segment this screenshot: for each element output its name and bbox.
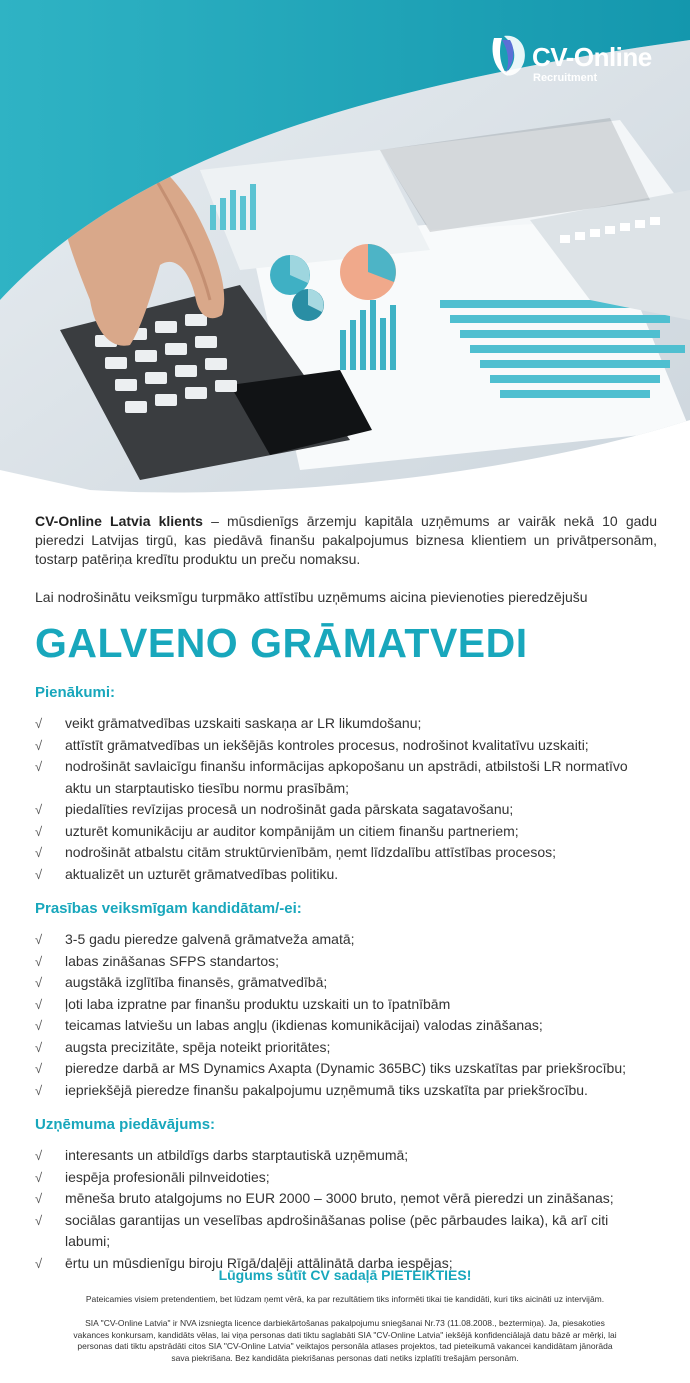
list-item (35, 864, 657, 886)
list-item (35, 1058, 657, 1080)
list-item-text: labas zināšanas SFPS standartos; (65, 952, 280, 969)
list-item-text: nodrošināt atbalstu citām struktūrvienībām, ņemt līdzdalību attīstības procesos; (65, 844, 557, 860)
invite-text: Lai nodrošinātu veiksmīgu turpmāko attīstību uzņēmums aicina pievienoties pieredzējušu (35, 589, 588, 605)
logo-name: CV-Online (532, 42, 652, 72)
list-item (35, 799, 657, 821)
list-item (35, 994, 657, 1016)
list-item-text: interesants un atbildīgs darbs starptautiskā uzņēmumā; (65, 1147, 409, 1163)
list-item-text: iepriekšējā pieredze finanšu pakalpojumu uzņēmumā tiks uzskatīta par priekšrocību. (65, 1081, 588, 1098)
requirements-title: Prasības veiksmīgam kandidātam/-ei: (35, 900, 302, 917)
check-icon: √ (35, 716, 43, 731)
company-description: – mūsdienīgs ārzemju kapitāla uzņēmums ar vairāk nekā 10 gadu pieredzi Latvijas tirgū, kas piedāvā finanšu pakalpojumus biznesa klientiem un privātpersonām, tostarp patēriņa kredītu produktu un preču nomaksu. (35, 513, 657, 567)
list-item-text: ļoti laba izpratne par finanšu produktu uzskaiti un to īpatnībām (65, 995, 451, 1012)
job-ad-content (35, 512, 657, 1274)
logo-subtitle: Recruitment (533, 72, 598, 84)
check-icon: √ (35, 1169, 43, 1185)
job-title: GALVENO GRĀMATVEDI (35, 620, 528, 666)
list-item-text: augstākā izglītība finansēs, grāmatvedībā; (65, 974, 328, 990)
list-item-text: uzturēt komunikāciju ar auditor kompānijām un citiem finanšu partneriem; (65, 822, 519, 839)
list-item (35, 821, 657, 843)
list-item (35, 1188, 657, 1210)
check-icon: √ (35, 996, 43, 1012)
logo-mark-icon (488, 32, 530, 82)
list-item (35, 972, 657, 994)
list-item (35, 1080, 657, 1102)
check-icon: √ (35, 1018, 43, 1033)
list-item-text: mēneša bruto atalgojums no EUR 2000 – 3000 bruto, ņemot vērā pieredzi un zināšanas; (65, 1190, 614, 1206)
list-item-text: sociālas garantijas un veselības apdrošināšanas polise (pēc pārbaudes laika), kā arī citi labumi; (65, 1211, 609, 1249)
check-icon: √ (35, 1255, 43, 1271)
check-icon: √ (35, 823, 43, 839)
list-item-text: aktualizēt un uzturēt grāmatvedības politiku. (65, 865, 339, 882)
apply-call-to-action: Lūgums sūtīt CV sadaļā PIETEIKTIES! (218, 1267, 472, 1283)
list-item-text: veikt grāmatvedības uzskaiti saskaņa ar LR likumdošanu; (65, 715, 422, 731)
list-item-text: piedalīties revīzijas procesā un nodrošināt gada pārskata sagatavošanu; (65, 801, 514, 817)
check-icon: √ (35, 845, 43, 860)
list-item (35, 929, 657, 951)
list-item (35, 756, 657, 799)
list-item (35, 1167, 657, 1189)
list-item (35, 735, 657, 757)
check-icon: √ (35, 1061, 43, 1076)
list-item-text: teicamas latviešu un labas angļu (ikdienas komunikācijai) valodas zināšanas; (65, 1017, 543, 1033)
offer-title: Uzņēmuma piedāvājums: (35, 1116, 216, 1133)
list-item (35, 1037, 657, 1059)
list-item (35, 1145, 657, 1167)
list-item (35, 1210, 657, 1253)
duties-title: Pienākumi: (35, 684, 116, 701)
check-icon: √ (35, 932, 43, 947)
list-item-text: nodrošināt savlaicīgu finanšu informācijas apkopošanu un apstrādi, atbilstoši LR normatīvo aktu un starptautisko tiesību normu prasībām; (65, 758, 628, 796)
list-item (35, 951, 657, 973)
thanks-note: Pateicamies visiem pretendentiem, bet lūdzam ņemt vērā, ka par rezultātiem tiks informēti tikai tie kandidāti, kuri tiks aicināti uz intervijām. (85, 1294, 605, 1304)
company-name: CV-Online Latvia klients (35, 513, 203, 529)
check-icon: √ (35, 759, 43, 774)
duties-list (35, 713, 657, 885)
check-icon: √ (35, 866, 43, 882)
list-item-text: pieredze darbā ar MS Dynamics Axapta (Dynamic 365BC) tiks uzskatītas par priekšrocību; (65, 1060, 627, 1076)
check-icon: √ (35, 737, 43, 753)
check-icon: √ (35, 1148, 43, 1163)
list-item (35, 842, 657, 864)
offer-list (35, 1145, 657, 1274)
list-item-text: augsta precizitāte, spēja noteikt prioritātes; (65, 1038, 331, 1055)
check-icon: √ (35, 1191, 43, 1206)
list-item (35, 1015, 657, 1037)
check-icon: √ (35, 802, 43, 817)
list-item-text: attīstīt grāmatvedības un iekšējās kontroles procesus, nodrošinot kvalitatīvu uzskaiti; (65, 736, 589, 753)
check-icon: √ (35, 953, 43, 969)
list-item-text: ērtu un mūsdienīgu biroju Rīgā/daļēji attālinātā darba iespējas; (65, 1254, 453, 1271)
list-item-text: iespēja profesionāli pilnveidoties; (65, 1168, 270, 1185)
requirements-list (35, 929, 657, 1101)
check-icon: √ (35, 1039, 43, 1055)
list-item-text: 3-5 gadu pieredze galvenā grāmatveža amatā; (65, 931, 355, 947)
legal-notice: SIA "CV-Online Latvia" ir NVA izsniegta licence darbiekārtošanas pakalpojumu sniegšanai Nr.73 (11.08.2008., beztermiņa). Ja, piesakoties vakances konkursam, kandidāts vēlas, lai viņa personas dati tiktu saglabāti SIA "CV-Online Latvia" iekšējā konfidenciālajā datu bāzē ar mērķi, lai personas dati tiktu apstrādāti citos SIA "CV-Online Latvia" veiktajos personāla atlases projektos, tad pieteikumā vakancei kandidātam jānorāda sava piekrišana. Bez kandidāta piekrišanas personas dati netiks izplatīti trešajām personām. (73, 1318, 617, 1363)
check-icon: √ (35, 1082, 43, 1098)
intro-paragraph (35, 512, 657, 569)
check-icon: √ (35, 975, 43, 990)
list-item (35, 713, 657, 735)
cv-online-logo (488, 32, 668, 92)
check-icon: √ (35, 1212, 43, 1228)
